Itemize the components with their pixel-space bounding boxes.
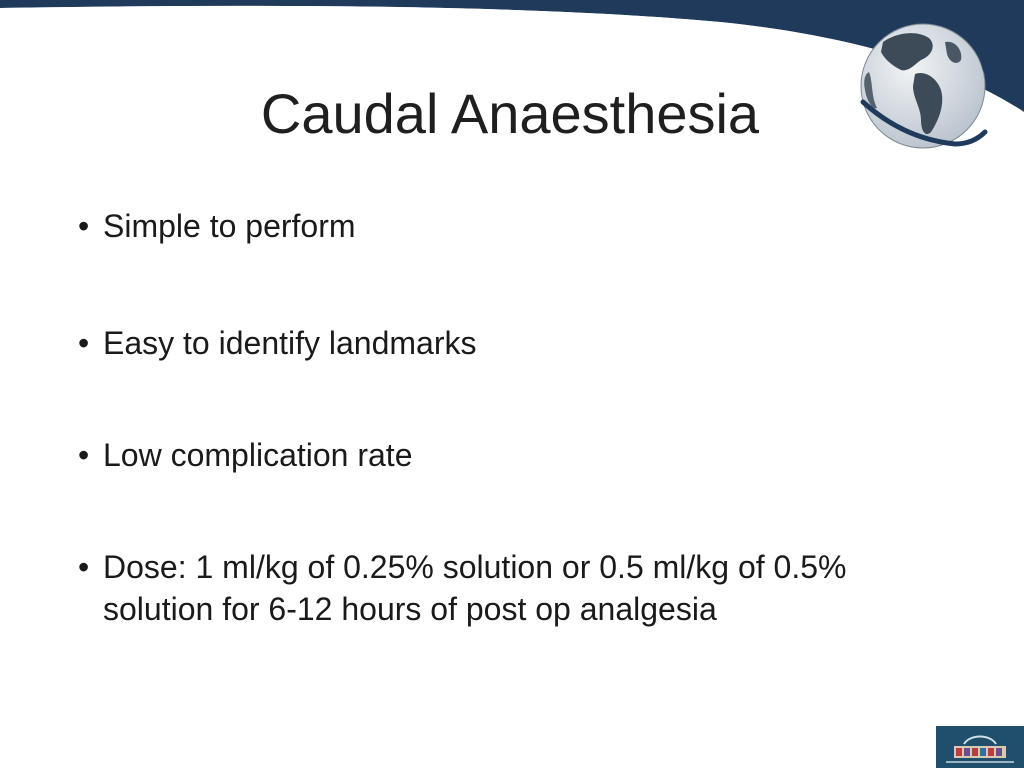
bullet-text: Low complication rate [103, 437, 413, 473]
society-logo-icon [936, 726, 1024, 768]
bullet-item [78, 205, 958, 247]
globe-americas-icon [845, 12, 995, 157]
bullet-text: Simple to perform [103, 208, 356, 244]
bullet-marker: • [78, 325, 90, 361]
bullet-marker: • [78, 437, 90, 473]
bullet-text: Easy to identify landmarks [103, 325, 477, 361]
bullet-item [78, 434, 958, 476]
bullet-marker: • [78, 208, 90, 244]
bullet-text: Dose: 1 ml/kg of 0.25% solution or 0.5 ml/kg of 0.5% solution for 6-12 hours of post op analgesia [103, 549, 847, 627]
slide-title: Caudal Anaesthesia [260, 82, 760, 145]
bullet-item [78, 322, 958, 364]
bullet-marker: • [78, 549, 90, 585]
logo-emblem [936, 726, 1024, 768]
bullet-item [78, 546, 958, 630]
